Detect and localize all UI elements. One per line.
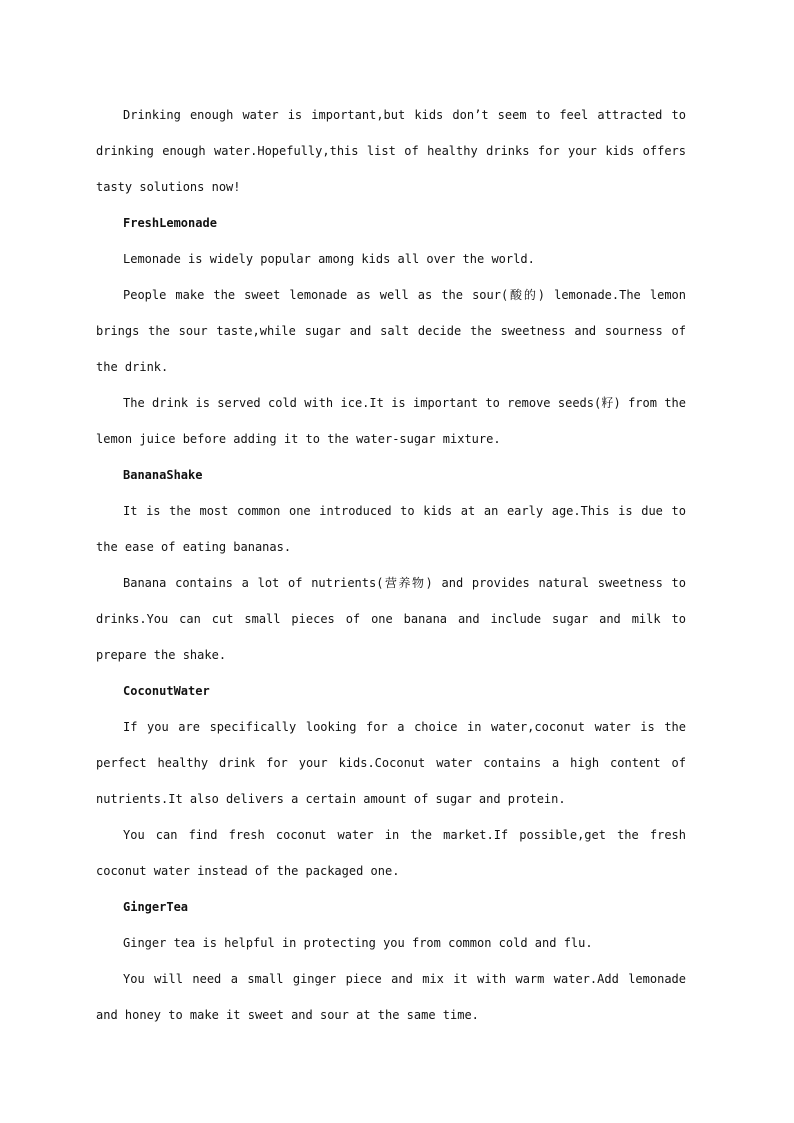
paragraph: Ginger tea is helpful in protecting you from common cold and flu. <box>123 936 593 950</box>
paragraph: The drink is served cold with ice.It is important to remove seeds(籽) from the lemon juice before adding it to the water-sugar mixture. <box>96 396 686 446</box>
paragraph: Lemonade is widely popular among kids all over the world. <box>123 252 535 266</box>
paragraph: You will need a small ginger piece and mix it with warm water.Add lemonade and honey to make it sweet and sour at the same time. <box>96 972 686 1022</box>
section-heading-coconut-water: CoconutWater <box>123 684 210 698</box>
paragraph: People make the sweet lemonade as well as the sour(酸的) lemonade.The lemon brings the sour taste,while sugar and salt decide the sweetness and sourness of the drink. <box>96 288 686 374</box>
section-heading-fresh-lemonade: FreshLemonade <box>123 216 217 230</box>
section-heading-ginger-tea: GingerTea <box>123 900 189 914</box>
paragraph: You can find fresh coconut water in the market.If possible,get the fresh coconut water instead of the packaged one. <box>96 828 686 878</box>
paragraph: It is the most common one introduced to kids at an early age.This is due to the ease of eating bananas. <box>96 504 686 554</box>
paragraph: If you are specifically looking for a choice in water,coconut water is the perfect healthy drink for your kids.Coconut water contains a high content of nutrients.It also delivers a certain amount of sugar and protein. <box>96 720 686 806</box>
paragraph: Banana contains a lot of nutrients(营养物) and provides natural sweetness to drinks.You can cut small pieces of one banana and include sugar and milk to prepare the shake. <box>96 576 686 662</box>
section-heading-banana-shake: BananaShake <box>123 468 203 482</box>
intro-paragraph: Drinking enough water is important,but kids don’t seem to feel attracted to drinking enough water.Hopefully,this list of healthy drinks for your kids offers tasty solutions now! <box>96 108 686 194</box>
document-page <box>96 97 686 1033</box>
